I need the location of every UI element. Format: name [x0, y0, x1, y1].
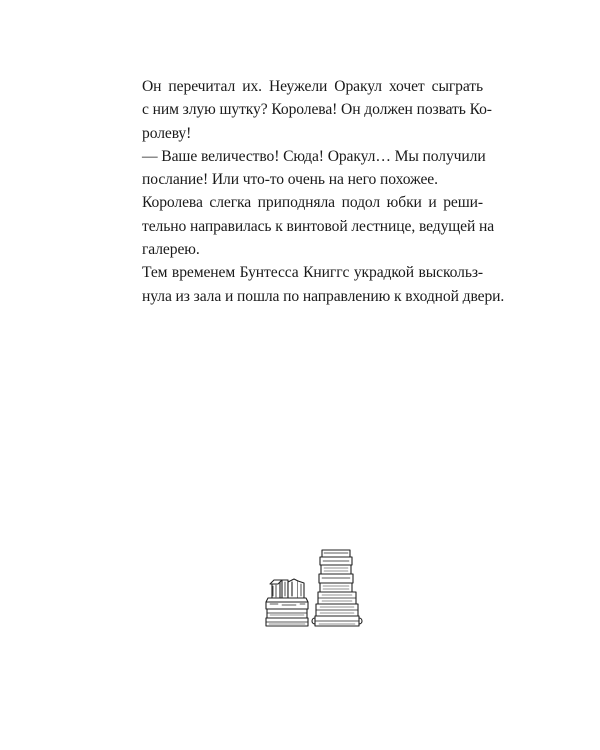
text-line: Тем временем Бунтесса Книггс украдкой выскольз-: [142, 264, 483, 282]
paragraph-1: [121, 75, 492, 145]
text-line: нула из зала и пошла по направлению к входной двери.: [142, 287, 505, 305]
text-line: послание! Или что-то очень на него похожее.: [142, 171, 438, 189]
text-line: галерею.: [142, 241, 200, 259]
paragraph-3: [121, 191, 495, 261]
paragraph-4: [121, 261, 505, 308]
text-line: с ним злую шутку? Королева! Он должен позвать Ко-: [142, 101, 492, 119]
text-line: тельно направилась к винтовой лестнице, ведущей на: [142, 217, 495, 235]
book-stacks-icon: [258, 546, 368, 632]
body-text: [121, 75, 505, 308]
right-book-stack: [312, 550, 362, 626]
text-line: Королева слегка приподняла подол юбки и реши-: [142, 194, 483, 212]
paragraph-2: [121, 145, 486, 192]
left-book-stack: [266, 579, 308, 626]
text-line: — Ваше величество! Сюда! Оракул… Мы получили: [142, 147, 486, 165]
text-line: ролеву!: [142, 124, 192, 142]
text-line: Он перечитал их. Неужели Оракул хочет сыграть: [142, 78, 483, 95]
